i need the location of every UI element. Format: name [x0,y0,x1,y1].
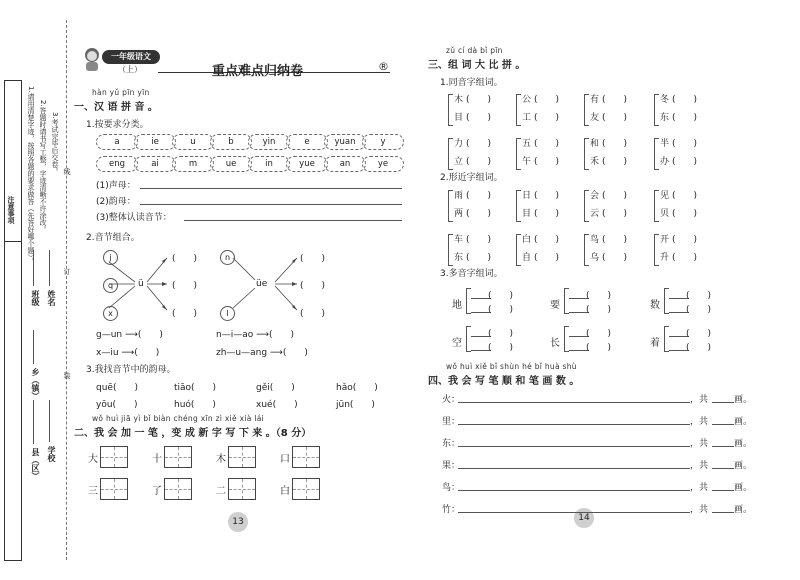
s1-pinyin: hàn yǔ pīn yīn [92,88,150,97]
registered-mark: ® [378,60,389,73]
pair-answer[interactable]: ( ) [534,157,560,167]
pair-answer[interactable]: ( ) [672,139,698,149]
section-4-title: 四、我 会 写 笔 顺 和 笔 画 数 。 [428,376,580,387]
tianzige-box[interactable] [100,446,128,468]
pair-brace [584,94,589,126]
pair-char: 白 [522,235,532,245]
yunmu-item[interactable]: yōu( ) [96,400,138,410]
pair-brace [516,94,521,126]
page-title: 重点难点归纳卷 [212,64,304,79]
yunmu-item[interactable]: gěi( ) [256,383,295,393]
pair-char: 冬 [660,95,670,105]
s2-pinyin: wǒ huì jiā yì bǐ biàn chéng xīn zì xiě xià lái [92,414,264,423]
pair-char: 鸟 [590,235,600,245]
pair-brace [584,190,589,222]
grade-badge: 一年级语文 [102,50,160,64]
stroke-hua: 画。 [734,483,753,493]
pair-char: 开 [660,235,670,245]
multi-char: 着 [650,338,660,349]
pair-char: 云 [590,209,600,219]
pair-answer[interactable]: ( ) [466,209,492,219]
multi-brace [664,326,669,352]
initial-circle: q [103,278,118,293]
multi-answer[interactable]: ( ) [488,291,514,301]
base-char: 了 [152,486,162,497]
pair-brace [654,234,659,266]
q3-label: 3.我找音节中的韵母。 [86,365,176,375]
multi-brace [664,288,669,314]
pair-char: 立 [454,157,464,167]
pair-answer[interactable]: ( ) [466,191,492,201]
base-char: 二 [216,486,226,497]
county-line [33,400,34,444]
cloud-item: ie [134,134,176,150]
pair-char: 自 [522,253,532,263]
tianzige-box[interactable] [164,446,192,468]
pair-char: 两 [454,209,464,219]
tianzige-box[interactable] [292,446,320,468]
tianzige-box[interactable] [164,478,192,500]
multi-char: 地 [452,300,462,311]
multi-answer[interactable]: ( ) [586,343,612,353]
cut-line [66,20,67,560]
combo-expr: x—iu ⟶( ) [96,348,160,358]
school-line [49,400,50,442]
pair-answer[interactable]: ( ) [466,139,492,149]
multi-answer[interactable]: ( ) [586,291,612,301]
cloud-item: b [210,134,252,150]
pair-char: 工 [522,113,532,123]
pair-char: 友 [590,113,600,123]
pair-char: 贝 [660,209,670,219]
pair-brace [584,234,589,266]
cloud-item: m [172,156,214,172]
pair-brace [448,138,453,170]
stroke-count-line[interactable] [712,402,734,403]
combo-answer[interactable]: ( ) [300,309,326,319]
pair-answer[interactable]: ( ) [466,157,492,167]
pair-answer[interactable]: ( ) [534,253,560,263]
finals-answer-line[interactable] [140,204,402,205]
cloud-item: yuan [324,134,366,150]
initial-circle: n [220,250,235,265]
tianzige-box[interactable] [292,478,320,500]
stroke-gong: ，共 [690,483,709,493]
q2-label: 2.音节组合。 [86,233,140,243]
stroke-count-line[interactable] [712,424,734,425]
cloud-item: ue [210,156,252,172]
multi-brace [466,326,471,352]
sidebar-note-2: 2.答题时请书写工整，字迹清晰不许涂改。 [39,100,47,233]
section-3-title: 三、组 词 大 比 拼 。 [428,60,526,71]
final-center: ü [138,279,144,289]
multi-answer[interactable]: ( ) [686,329,712,339]
pair-char: 乌 [590,253,600,263]
pair-answer[interactable]: ( ) [534,95,560,105]
sidebar-note-title: 注意事项 [7,196,15,224]
cloud-item: eng [96,156,138,172]
label-county: 县（区） [31,448,40,480]
pair-answer[interactable]: ( ) [672,209,698,219]
pair-char: 公 [522,95,532,105]
stroke-order-line[interactable] [458,490,690,491]
pair-brace [654,190,659,222]
multi-brace [564,326,569,352]
cut-mark-2: 订 [63,268,71,275]
multi-answer[interactable]: ( ) [686,291,712,301]
r-q3-label: 3.多音字组词。 [440,269,503,279]
sidebar-note-1: 1.请用清楚字迹，按照各题的要求做答（先答好哪个题）。 [27,86,35,265]
name-line [49,250,50,286]
cut-mark-3: 装 [63,372,71,379]
pair-answer[interactable]: ( ) [602,235,628,245]
multi-char: 空 [452,338,462,349]
class-line [33,250,34,286]
pair-answer[interactable]: ( ) [534,209,560,219]
pair-char: 目 [454,113,464,123]
pair-char: 有 [590,95,600,105]
stroke-char: 里： [442,417,461,427]
cloud-item: an [324,156,366,172]
pair-char: 禾 [590,157,600,167]
pair-answer[interactable]: ( ) [602,139,628,149]
label-school: 学校 [47,446,56,462]
pair-answer[interactable]: ( ) [602,209,628,219]
pair-answer[interactable]: ( ) [602,113,628,123]
cut-mark-1: 线 [63,168,71,175]
pair-char: 五 [522,139,532,149]
label-town: 乡（镇） [31,368,40,400]
base-char: 十 [152,454,162,465]
q1-item-syllables: (3)整体认读音节： [96,213,172,223]
multi-answer[interactable]: ( ) [488,305,514,315]
multi-answer[interactable]: ( ) [488,343,514,353]
base-char: 口 [280,454,290,465]
pair-char: 日 [522,191,532,201]
label-name: 姓名 [47,290,56,306]
pair-char: 东 [454,253,464,263]
combo-answer[interactable]: ( ) [300,281,326,291]
pair-brace [654,94,659,126]
pair-answer[interactable]: ( ) [602,157,628,167]
multi-answer[interactable]: ( ) [586,329,612,339]
pair-char: 会 [590,191,600,201]
cloud-item: u [172,134,214,150]
s4-pinyin: wǒ huì xiě bǐ shùn hé bǐ huà shù [446,362,577,371]
tianzige-box[interactable] [228,446,256,468]
initial-circle: l [220,306,235,321]
section-1-title: 一、汉 语 拼 音 。 [74,102,158,113]
stroke-hua: 画。 [734,461,753,471]
label-class: 班级 [31,290,40,306]
cloud-item: e [286,134,328,150]
final-center: üe [256,279,268,289]
stroke-count-line[interactable] [712,512,734,513]
stroke-char: 火： [442,395,461,405]
multi-answer[interactable]: ( ) [686,343,712,353]
stroke-char: 鸟： [442,483,461,493]
base-char: 三 [88,486,98,497]
multi-brace [564,288,569,314]
stroke-order-line[interactable] [458,446,690,447]
multi-char: 长 [550,338,560,349]
multi-brace [466,288,471,314]
pair-brace [448,94,453,126]
multi-answer[interactable]: ( ) [488,329,514,339]
pair-brace [584,138,589,170]
multi-char: 数 [650,300,660,311]
stroke-order-line[interactable] [458,468,690,469]
grade-badge-sub: （上） [118,65,142,74]
mascot-icon [80,46,104,72]
multi-answer[interactable]: ( ) [686,305,712,315]
pair-brace [516,234,521,266]
pair-brace [448,234,453,266]
pair-char: 力 [454,139,464,149]
pair-char: 和 [590,139,600,149]
stroke-gong: ，共 [690,395,709,405]
tianzige-box[interactable] [228,478,256,500]
pair-answer[interactable]: ( ) [672,95,698,105]
stroke-count-line[interactable] [712,446,734,447]
combo-expr: n—i—ao ⟶( ) [216,330,295,340]
town-line [33,330,34,364]
pair-answer[interactable]: ( ) [466,113,492,123]
combo-answer[interactable]: ( ) [172,281,198,291]
pair-char: 车 [454,235,464,245]
base-char: 大 [88,454,98,465]
pair-answer[interactable]: ( ) [672,191,698,201]
stroke-hua: 画。 [734,439,753,449]
pair-answer[interactable]: ( ) [534,191,560,201]
syllable-diagram-arrows [95,250,335,330]
cloud-item: y [362,134,404,150]
pair-answer[interactable]: ( ) [534,113,560,123]
binding-sidebar [0,0,70,580]
yunmu-item[interactable]: tiāo( ) [174,383,217,393]
q1-item-initials: (1)声母： [96,181,136,191]
pair-char: 雨 [454,191,464,201]
stroke-hua: 画。 [734,417,753,427]
pair-answer[interactable]: ( ) [534,139,560,149]
combo-answer[interactable]: ( ) [300,254,326,264]
pair-brace [516,190,521,222]
pair-answer[interactable]: ( ) [466,95,492,105]
multi-char: 要 [550,300,560,311]
pair-answer[interactable]: ( ) [672,253,698,263]
pair-answer[interactable]: ( ) [602,191,628,201]
pair-answer[interactable]: ( ) [672,157,698,167]
stroke-order-line[interactable] [458,424,690,425]
stroke-gong: ，共 [690,439,709,449]
pair-char: 午 [522,157,532,167]
initial-circle: j [103,250,118,265]
pair-answer[interactable]: ( ) [672,235,698,245]
pair-answer[interactable]: ( ) [672,113,698,123]
stroke-order-line[interactable] [458,512,690,513]
section-2-title: 二、我 会 加 一 笔 ，变 成 新 字 写 下 来 。（8 分） [74,428,312,439]
stroke-hua: 画。 [734,505,753,515]
pair-char: 木 [454,95,464,105]
stroke-gong: ，共 [690,505,709,515]
pair-char: 办 [660,157,670,167]
multi-answer[interactable]: ( ) [586,305,612,315]
combo-answer[interactable]: ( ) [172,309,198,319]
tianzige-box[interactable] [100,478,128,500]
cloud-item: ye [362,156,404,172]
yunmu-item[interactable]: hǎo( ) [336,383,378,393]
pair-char: 升 [660,253,670,263]
pair-answer[interactable]: ( ) [602,95,628,105]
base-char: 白 [280,486,290,497]
stroke-count-line[interactable] [712,490,734,491]
pair-brace [654,138,659,170]
stroke-count-line[interactable] [712,468,734,469]
yunmu-item[interactable]: quē( ) [96,383,138,393]
pair-char: 见 [660,191,670,201]
stroke-hua: 画。 [734,395,753,405]
page-number-left: 13 [228,512,248,532]
page-number-right: 14 [574,508,594,528]
pair-answer[interactable]: ( ) [534,235,560,245]
pair-char: 东 [660,113,670,123]
cloud-item: ai [134,156,176,172]
stroke-gong: ，共 [690,417,709,427]
q1-label: 1.按要求分类。 [86,120,149,130]
sidebar-note-3: 3.考试完毕后交卷。 [51,112,59,175]
s3-pinyin: zǔ cí dà bǐ pīn [446,46,503,55]
cloud-item: in [248,156,290,172]
yunmu-item[interactable]: huó( ) [174,400,216,410]
combo-expr: g—un ⟶( ) [96,330,163,340]
stroke-char: 东： [442,439,461,449]
pair-brace [448,190,453,222]
pair-answer[interactable]: ( ) [466,235,492,245]
combo-expr: zh—u—ang ⟶( ) [216,348,308,358]
stroke-char: 果： [442,461,461,471]
base-char: 木 [216,454,226,465]
yunmu-item[interactable]: xué( ) [256,400,298,410]
combo-answer[interactable]: ( ) [172,254,198,264]
r-q1-label: 1.同音字组词。 [440,78,503,88]
cloud-item: yin [248,134,290,150]
stroke-gong: ，共 [690,461,709,471]
syllables-answer-line[interactable] [184,220,402,221]
stroke-char: 竹： [442,505,461,515]
cloud-item: a [96,134,138,150]
initials-answer-line[interactable] [140,188,402,189]
yunmu-item[interactable]: jūn( ) [336,400,375,410]
initial-circle: x [103,306,118,321]
pair-char: 半 [660,139,670,149]
stroke-order-line[interactable] [458,402,690,403]
pair-brace [516,138,521,170]
pair-answer[interactable]: ( ) [602,253,628,263]
q1-item-finals: (2)韵母： [96,197,136,207]
cloud-item: yue [286,156,328,172]
r-q2-label: 2.形近字组词。 [440,173,503,183]
pair-answer[interactable]: ( ) [466,253,492,263]
sidebar-divider [4,240,22,561]
pair-char: 目 [522,209,532,219]
